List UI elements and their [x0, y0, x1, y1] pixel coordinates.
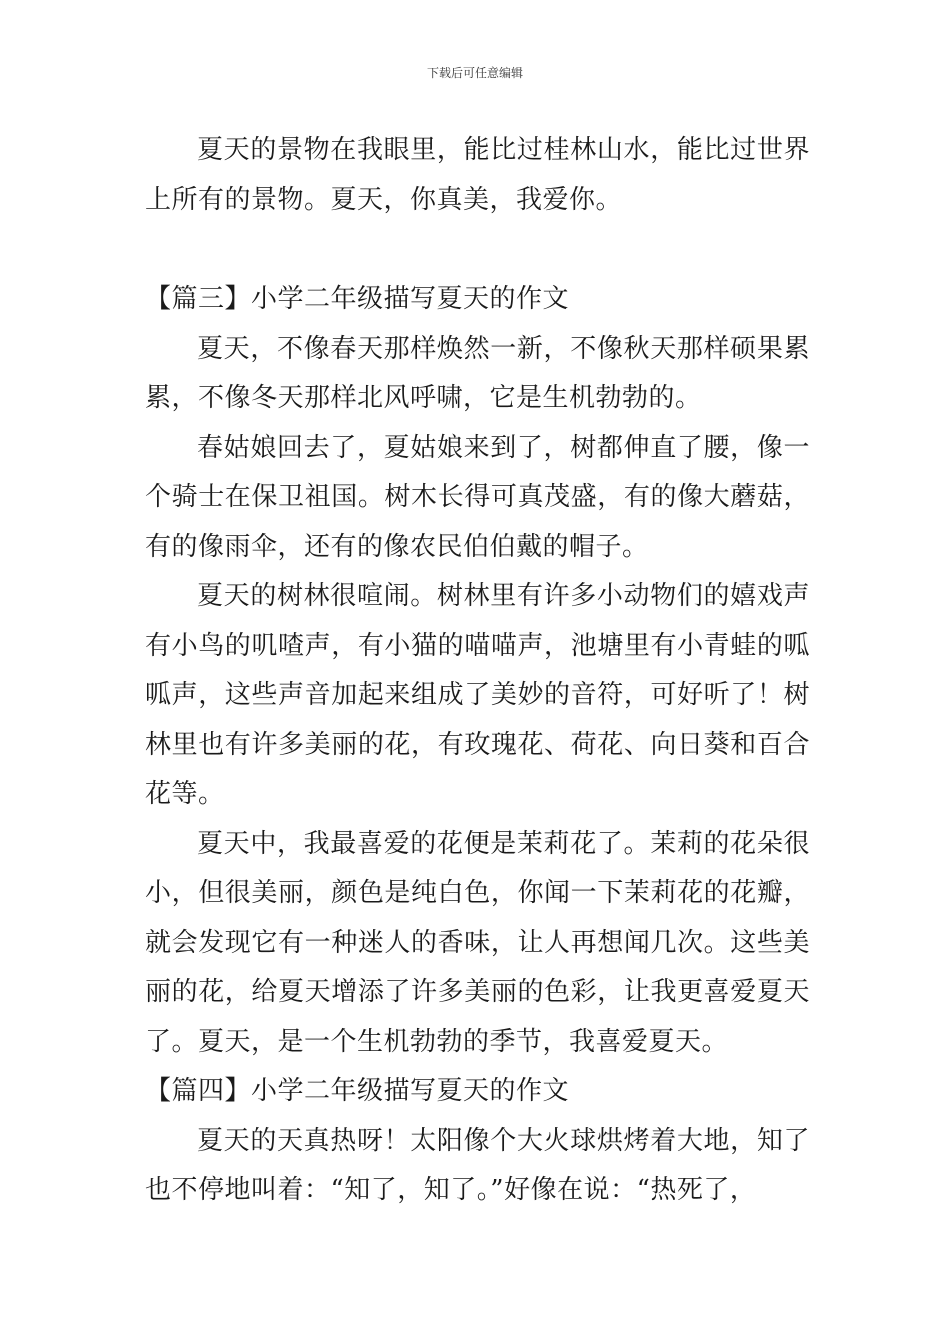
- paragraph-summer-intro: 夏天，不像春天那样焕然一新，不像秋天那样硕果累累，不像冬天那样北风呼啸，它是生机勃勃的。: [145, 333, 810, 413]
- section-heading-3: 【篇三】小学二年级描写夏天的作文: [145, 284, 570, 314]
- document-body: [145, 126, 810, 1216]
- section-gap: [145, 225, 810, 275]
- paragraph-trees: 春姑娘回去了，夏姑娘来到了，树都伸直了腰，像一个骑士在保卫祖国。树木长得可真茂盛，有的像大蘑菇，有的像雨伞，还有的像农民伯伯戴的帽子。: [145, 432, 810, 562]
- section-heading-4: 【篇四】小学二年级描写夏天的作文: [145, 1076, 570, 1106]
- paragraph-summer-scenery: 夏天的景物在我眼里，能比过桂林山水，能比过世界上所有的景物。夏天，你真美，我爱你。: [145, 135, 810, 215]
- paragraph-forest: 夏天的树林很喧闹。树林里有许多小动物们的嬉戏声有小鸟的叽喳声，有小猫的喵喵声，池塘里有小青蛙的呱呱声，这些声音加起来组成了美妙的音符，可好听了！树林里也有许多美丽的花，有玫瑰花、荷花、向日葵和百合花等。: [145, 581, 810, 809]
- paragraph-jasmine: 夏天中，我最喜爱的花便是茉莉花了。茉莉的花朵很小，但很美丽，颜色是纯白色，你闻一下茉莉花的花瓣，就会发现它有一种迷人的香味，让人再想闻几次。这些美丽的花，给夏天增添了许多美丽的色彩，让我更喜爱夏天了。夏天，是一个生机勃勃的季节，我喜爱夏天。: [145, 828, 810, 1057]
- page-header-note: 下载后可任意编辑: [426, 66, 523, 80]
- paragraph-hot-summer: 夏天的天真热呀！太阳像个大火球烘烤着大地，知了也不停地叫着：“知了，知了。”好像在说：“热死了，: [145, 1125, 810, 1205]
